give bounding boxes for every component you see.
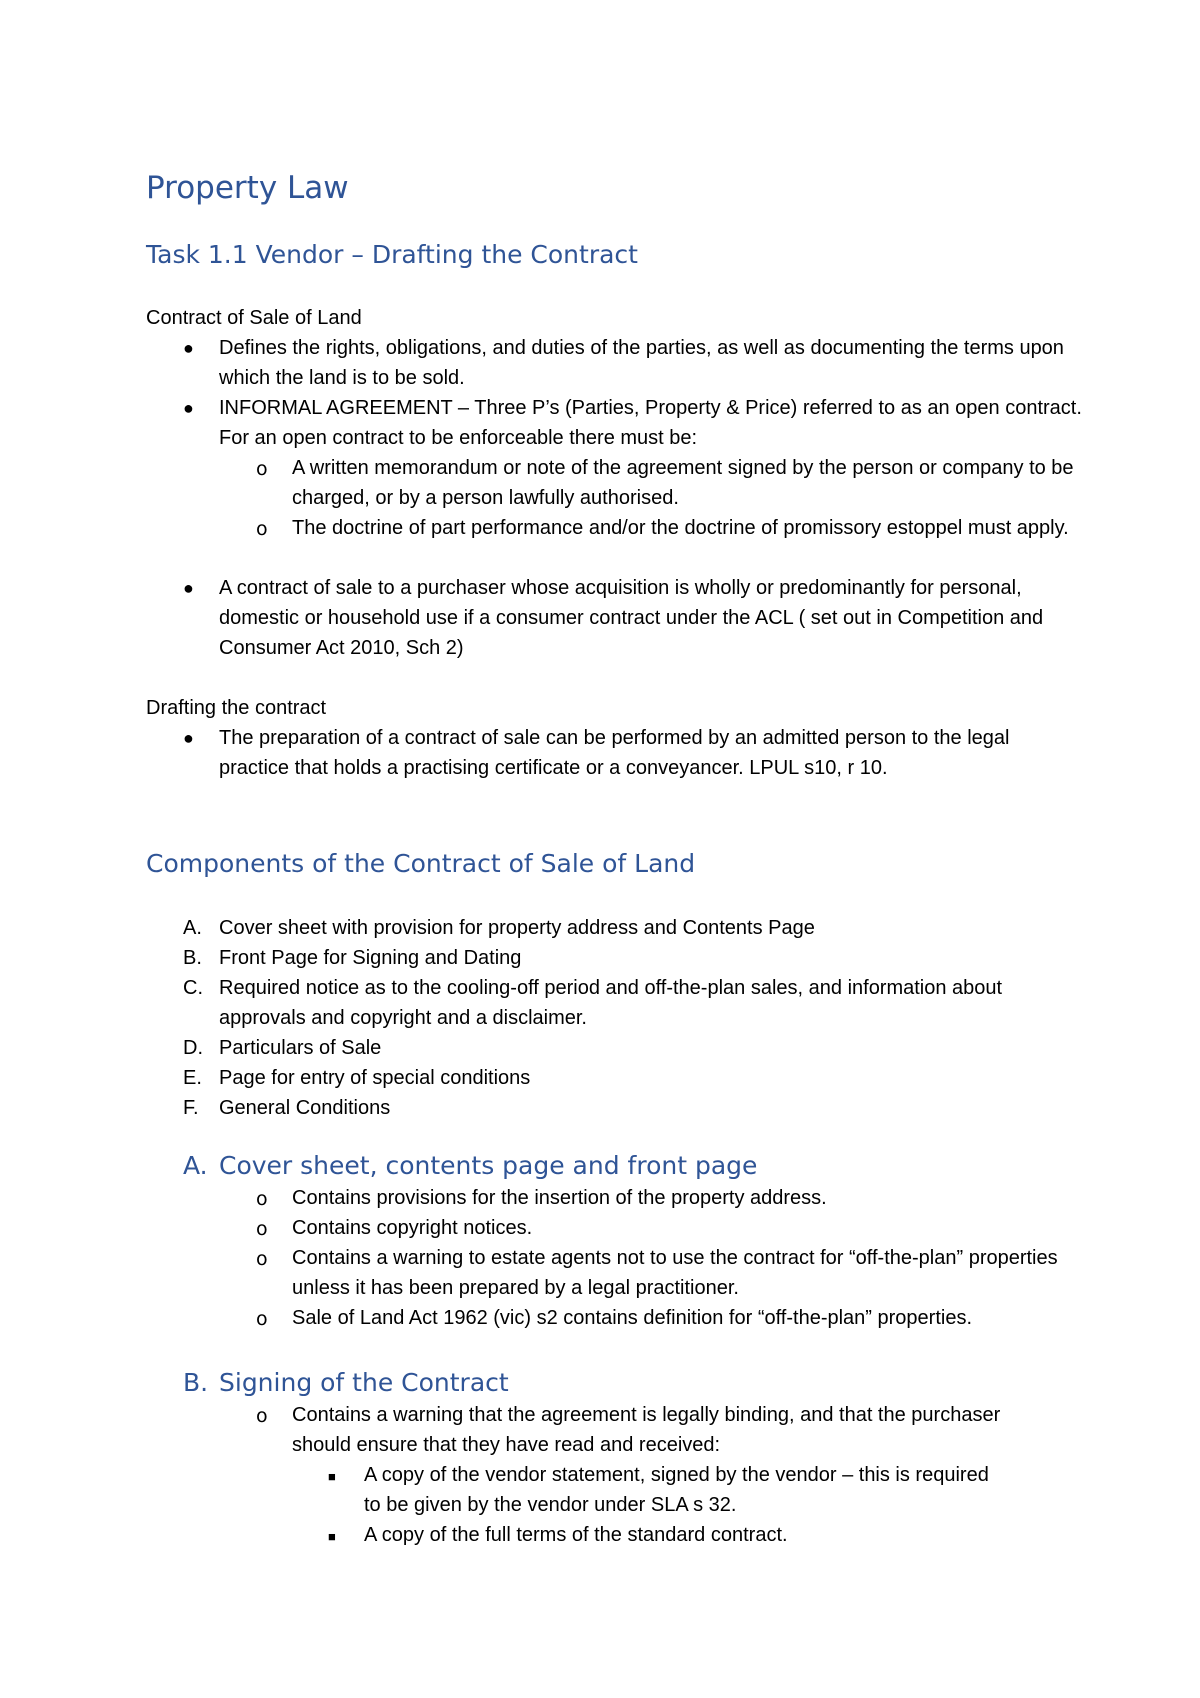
section-b-heading: B. Signing of the Contract [183,1368,509,1397]
circle-bullet-icon: o [256,458,268,480]
circle-bullet-icon: o [256,1218,268,1240]
square-bullet-icon: ■ [328,1529,336,1544]
bullet-icon: ● [183,578,194,598]
section-letter: B. [183,1368,209,1397]
document-page: Property Law Task 1.1 Vendor – Drafting the Contract Contract of Sale of Land ● Defines the rights, obligations, and duties of the parties, as well as documenting the terms upon which the land is to be sold. ● INFORMAL AGREEMENT – Three P’s (Parties, Property & Price) referred to as an open contract. For an open contract to be enforceable there must be: o A written memorandum or note of the agreement signed by the person or company to be charged, or by a person lawfully authorised. o The doctrine of part performance and/or the doctrine of promissory estoppel must apply. ● A contract of sale to a purchaser whose acquisition is wholly or predominantly for personal, domestic or household use if a consumer contract under the ACL ( set out in Competition and Consumer Act 2010, Sch 2) Drafting the contract ● The preparation of a contract of sale can be performed by an admitted person to the legal practice that holds a practising certificate or a conveyancer. LPUL s10, r 10. Components of the Contract of Sale of Land A. Cover sheet with provision for property address and Contents Page B. Front Page for Signing and Dating C. Required notice as to the cooling-off period and off-the-plan sales, and information about approvals and copyright and a disclaimer. D. Particulars of Sale E. Page for entry of special conditions F. General Conditions A. Cover sheet, contents page and front page o Contains provisions for the insertion of the property address. o Contains copyright notices. o Contains a warning to estate agents not to use the contract for “off-the-plan” properties unless it has been prepared by a legal practitioner. o Sale of Land Act 1962 (vic) s2 contains definition for “off-the-plan” properties. B. Signing of the Contract o Contains a warning that the agreement is legally binding, and that the purchaser should ensure that they have read and received: ■ A copy of the vendor statement, signed by the vendor – this is required to be given by the vendor under SLA s 32. ■ A copy of the full terms of the standard contract. [0,0,1200,1698]
circle-bullet-icon: o [256,1248,268,1270]
section-letter: A. [183,1151,208,1180]
list-letter: E. [183,1067,202,1089]
square-bullet-icon: ■ [328,1469,336,1484]
list-letter: C. [183,977,203,999]
list-letter: F. [183,1097,199,1119]
components-heading: Components of the Contract of Sale of Land [146,849,696,878]
circle-bullet-icon: o [256,1308,268,1330]
circle-bullet-icon: o [256,1405,268,1427]
drafting-section-label: Drafting the contract [146,697,327,719]
page-title: Property Law [146,170,349,206]
bullet-icon: ● [183,338,194,358]
task-heading: Task 1.1 Vendor – Drafting the Contract [146,240,638,269]
circle-bullet-icon: o [256,518,268,540]
bullet-icon: ● [183,728,194,748]
list-letter: A. [183,917,202,939]
list-letter: B. [183,947,202,969]
contract-section-label: Contract of Sale of Land [146,307,362,329]
list-letter: D. [183,1037,203,1059]
section-a-heading: A. Cover sheet, contents page and front page [183,1151,758,1180]
bullet-icon: ● [183,398,194,418]
circle-bullet-icon: o [256,1188,268,1210]
